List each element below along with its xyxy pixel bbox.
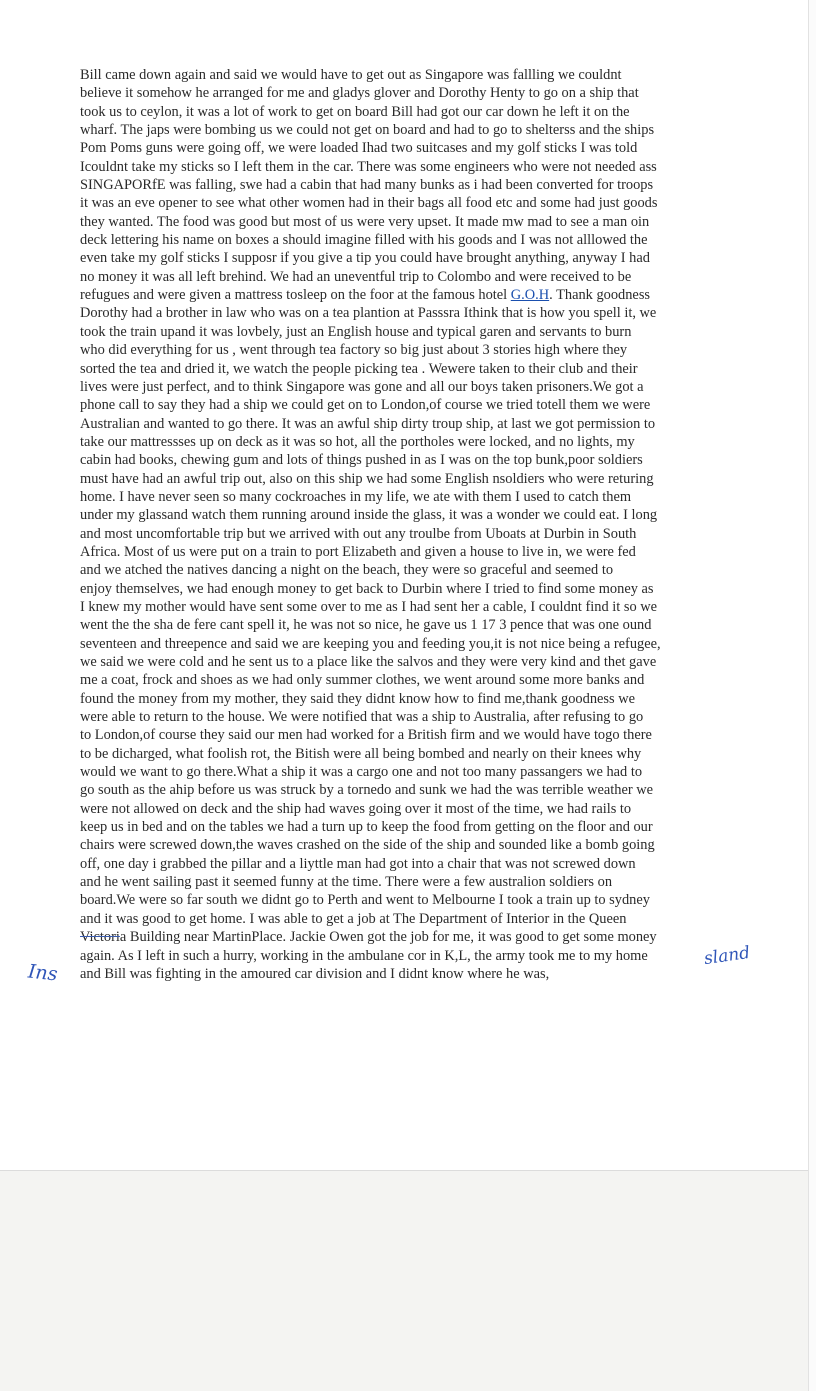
text-line: phone call to say they had a ship we could get on to London,of course we tried totell them we were	[80, 397, 651, 414]
text-line: found the money from my mother, they said they didnt know how to find me,thank goodness we	[80, 690, 635, 707]
text-line: home. I have never seen so many cockroaches in my life, we ate with them I used to catch them	[80, 488, 632, 505]
document-body	[80, 66, 770, 983]
text-line: who did everything for us , went through tea factory so big just about 3 stories high where they	[80, 342, 628, 359]
text-line: we said we were cold and he sent us to a place like the salvos and they were very kind and thet gave	[80, 654, 657, 670]
text-line: wharf. The japs were bombing us we could not get on board and had to go to shelterss and the ships	[80, 122, 655, 139]
text-line: take our mattressses up on deck as it was so hot, all the portholes were locked, and no lights, my	[80, 433, 635, 450]
text-line: under my glassand watch them running around inside the glass, it was a wonder we could eat. I long	[80, 507, 658, 524]
text-line: seventeen and threepence and said we are keeping you and feeding you,it is not nice being a refugee,	[80, 635, 661, 652]
text-line: SINGAPORfE was falling, swe had a cabin that had many bunks as i had been converted for troops	[80, 177, 654, 194]
text-line: and it was good to get home. I was able to get a job at The Department of Interior in the Queen	[80, 910, 627, 927]
text-line: would we want to go there.What a ship it was a cargo one and not too many passangers we had to	[80, 764, 643, 781]
text-line: sorted the tea and dried it, we watch the people picking tea . Wewere taken to their club and their	[80, 360, 638, 377]
text-line: cabin had books, chewing gum and lots of things pushed in as I was on the top bunk,poor soldiers	[80, 452, 643, 469]
text-line: to London,of course they said our men had worked for a British firm and we would have togo there	[80, 727, 652, 744]
text-line: board.We were so far south we didnt go to Perth and went to Melbourne I took a train up to sydney	[80, 892, 650, 909]
text-line: deck lettering his name on boxes a should imagine filled with his goods and I was not alllowed the	[80, 232, 648, 249]
handwritten-correction: sland	[702, 942, 752, 970]
text-line	[80, 286, 770, 304]
text-line	[80, 928, 770, 946]
text-line: enjoy themselves, we had enough money to get back to Durbin where I tried to find some money as	[80, 580, 654, 597]
text-line: and he went sailing past it seemed funny at the time. There were a few australion soldiers on	[80, 874, 613, 891]
text-line: took us to ceylon, it was a lot of work to get on board Bill had got our car down he left it on the	[80, 103, 630, 120]
text-line: I knew my mother would have sent some over to me as I had sent her a cable, I couldnt find it so we	[80, 598, 658, 615]
text-line: and we atched the natives dancing a night on the beach, they were so graceful and seemed to	[80, 562, 614, 579]
text-line: took the train upand it was lovbely, just an English house and typical garen and servants to burn	[80, 323, 632, 340]
text-line: Dorothy had a brother in law who was on a tea plantion at Passsra Ithink that is how you spell it, we	[80, 305, 657, 322]
text-line: me a coat, frock and shoes as we had only summer clothes, we went around some more banks and	[80, 672, 645, 689]
text-line: it was an eve opener to see what other women had in their bags all food etc and some had just goods	[80, 195, 658, 212]
text-line: were able to return to the house. We were notified that was a ship to Australia, after refusing to go	[80, 709, 644, 726]
text-line: must have had an awful trip out, also on this ship we had some English nsoldiers who were returing	[80, 470, 654, 487]
text-line: Bill came down again and said we would have to get out as Singapore was fallling we couldnt	[80, 67, 622, 83]
text-line-end: a Building near MartinPlace. Jackie Owen got the job for me, it was good to get some money	[119, 929, 657, 946]
text-line-start: refugues and were given a mattress tosleep on the foor at the famous hotel	[80, 287, 511, 304]
text-line: they wanted. The food was good but most of us were very upset. It made mw mad to see a man oin	[80, 213, 650, 230]
text-line: Australian and wanted to go there. It was an awful ship dirty troup ship, at last we got permission to	[80, 415, 656, 432]
text-line: Pom Poms guns were going off, we were loaded Ihad two suitcases and my golf sticks I was told	[80, 140, 638, 157]
text-line: and Bill was fighting in the amoured car division and I didnt know where he was,	[80, 965, 550, 982]
text-line: even take my golf sticks I supposr if you give a tip you could have brought anything, anyway I had	[80, 250, 650, 267]
goh-link[interactable]: G.O.H	[510, 287, 550, 304]
struck-word: Victori	[80, 929, 120, 946]
text-line: off, one day i grabbed the pillar and a liyttle man had got into a chair that was not screwed down	[80, 855, 636, 872]
text-line: no money it was all left brehind. We had an uneventful trip to Colombo and were received to be	[80, 268, 632, 285]
text-line: and most uncomfortable trip but we arrived with out any troulbe from Uboats at Durbin in South	[80, 525, 637, 542]
text-line: Africa. Most of us were put on a train to port Elizabeth and given a house to live in, we were fed	[80, 543, 636, 560]
text-line: go south as the ahip before us was struck by a tornedo and sunk we had the was terrible weather we	[80, 782, 654, 799]
text-line: again. As I left in such a hurry, working in the ambulane cor in K,L, the army took me to my home	[80, 947, 648, 964]
text-line: keep us in bed and on the tables we had a turn up to keep the food from getting on the floor and our	[80, 819, 653, 836]
text-line: to be dicharged, what foolish rot, the Bitish were all being bombed and nearly on their knees why	[80, 745, 642, 762]
text-line: went the the sha de fere cant spell it, he was not so nice, he gave us 1 17 3 pence that was one ound	[80, 617, 652, 634]
text-line-end: . Thank goodness	[549, 287, 651, 304]
handwritten-margin-note: Ins	[26, 960, 59, 986]
text-line: believe it somehow he arranged for me and gladys glover and Dorothy Henty to go on a ship that	[80, 85, 639, 102]
text-line: Icouldnt take my sticks so I left them in the car. There was some engineers who were not needed ass	[80, 158, 657, 175]
text-line: lives were just perfect, and to think Singapore was gone and all our boys taken prisoners.We got a	[80, 378, 644, 395]
page-edge	[808, 0, 816, 1391]
text-line: were not allowed on deck and the ship had waves going over it most of the time, we had rails to	[80, 800, 632, 817]
text-line: chairs were screwed down,the waves crashed on the side of the ship and sounded like a bomb going	[80, 837, 655, 854]
